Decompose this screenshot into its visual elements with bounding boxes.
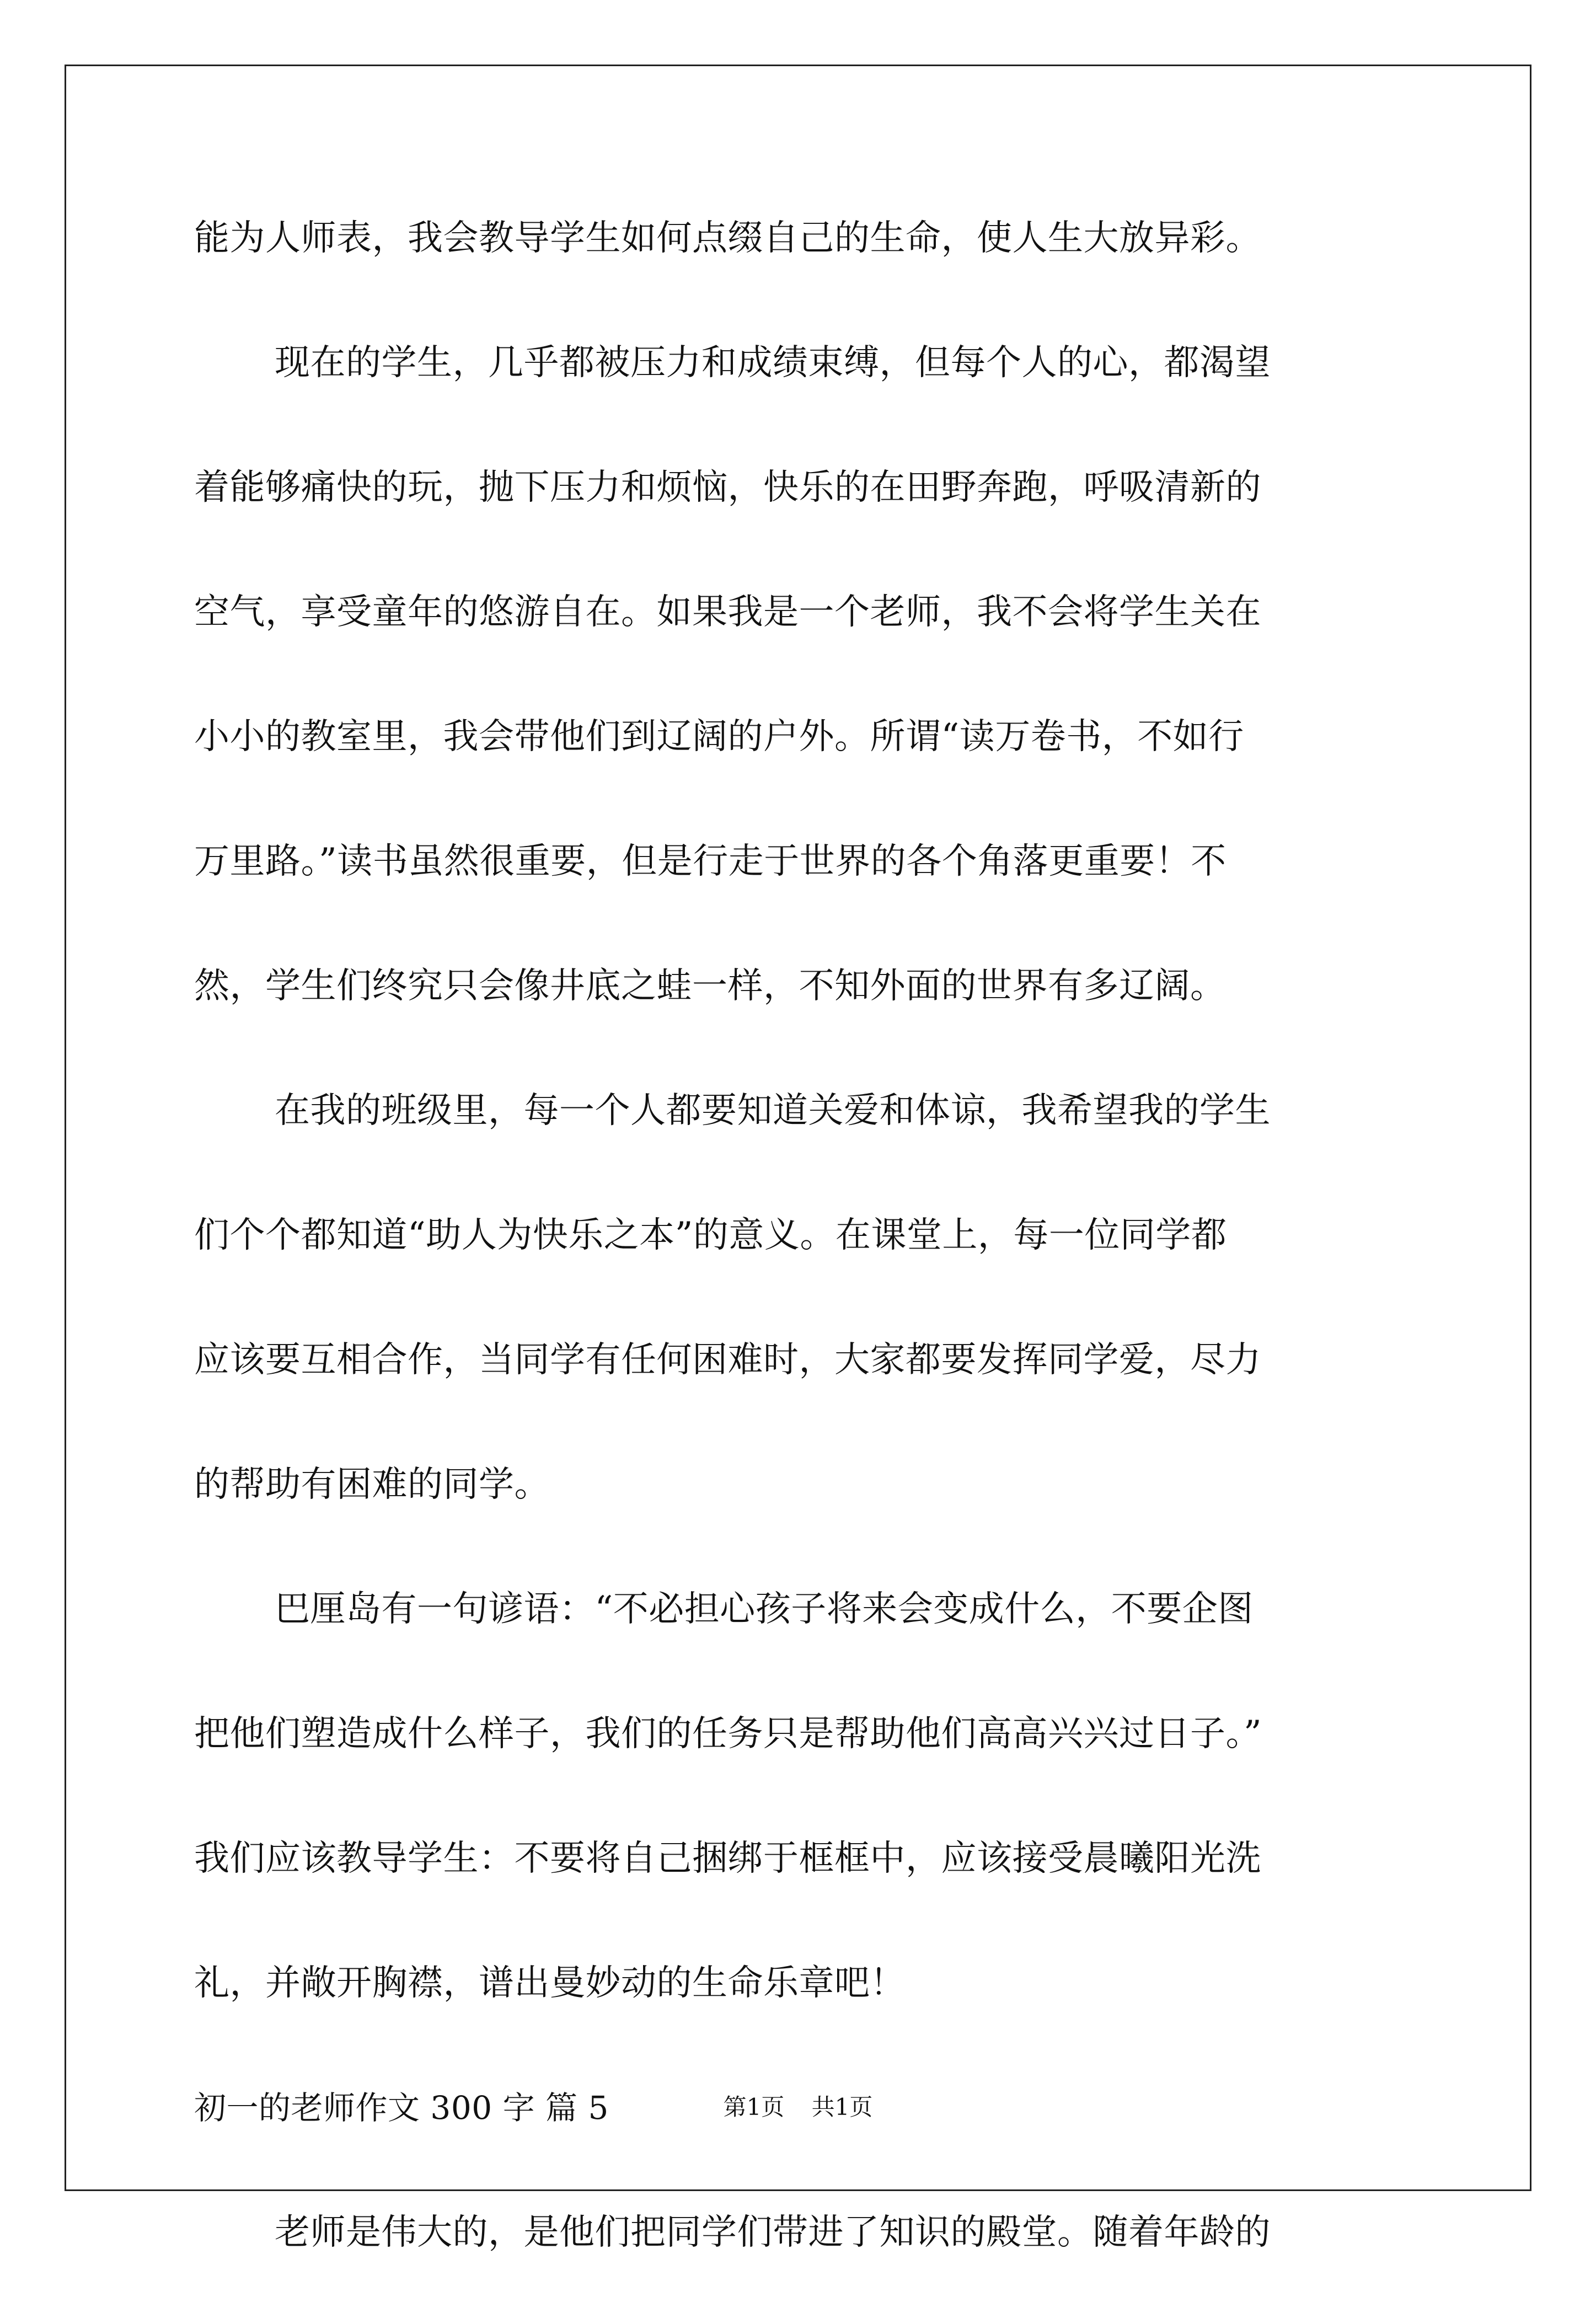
document-body	[194, 205, 1407, 2324]
text-line: 着能够痛快的玩，抛下压力和烦恼，快乐的在田野奔跑，呼吸清新的	[194, 467, 1261, 508]
section-heading: 初一的老师作文 300 字 篇 5	[194, 2089, 609, 2127]
text-line: 们个个都知道“助人为快乐之本”的意义。在课堂上，每一位同学都	[194, 1215, 1227, 1256]
text-line: 小小的教室里，我会带他们到辽阔的户外。所谓“读万卷书，不如行	[194, 716, 1244, 757]
text-line: 老师是伟大的，是他们把同学们带进了知识的殿堂。随着年龄的	[275, 2212, 1271, 2253]
text-line: 礼，并敞开胸襟，谱出曼妙动的生命乐章吧！	[194, 1963, 906, 2004]
text-line: 巴厘岛有一句谚语：“不必担心孩子将来会变成什么，不要企图	[275, 1589, 1254, 1630]
text-line: 我们应该教导学生：不要将自己捆绑于框框中，应该接受晨曦阳光洗	[194, 1838, 1261, 1879]
text-line: 现在的学生，几乎都被压力和成绩束缚，但每个人的心，都渴望	[275, 342, 1271, 383]
page-footer	[0, 2089, 1596, 2122]
text-line: 空气，享受童年的悠游自在。如果我是一个老师，我不会将学生关在	[194, 592, 1261, 633]
text-line: 的帮助有困难的同学。	[194, 1464, 550, 1505]
text-line: 然，学生们终究只会像井底之蛙一样，不知外面的世界有多辽阔。	[194, 966, 1226, 1006]
text-line: 在我的班级里，每一个人都要知道关爱和体谅，我希望我的学生	[275, 1090, 1271, 1131]
text-line: 应该要互相合作，当同学有任何困难时，大家都要发挥同学爱，尽力	[194, 1340, 1261, 1380]
text-line: 把他们塑造成什么样子，我们的任务只是帮助他们高高兴兴过日子。”	[194, 1713, 1262, 1754]
page-total: 共1页	[811, 2093, 873, 2120]
page-number: 第1页	[723, 2093, 785, 2120]
text-line: 万里路。”读书虽然很重要，但是行走于世界的各个角落更重要！不	[194, 841, 1227, 882]
text-line: 能为人师表，我会教导学生如何点缀自己的生命，使人生大放异彩。	[194, 218, 1261, 259]
